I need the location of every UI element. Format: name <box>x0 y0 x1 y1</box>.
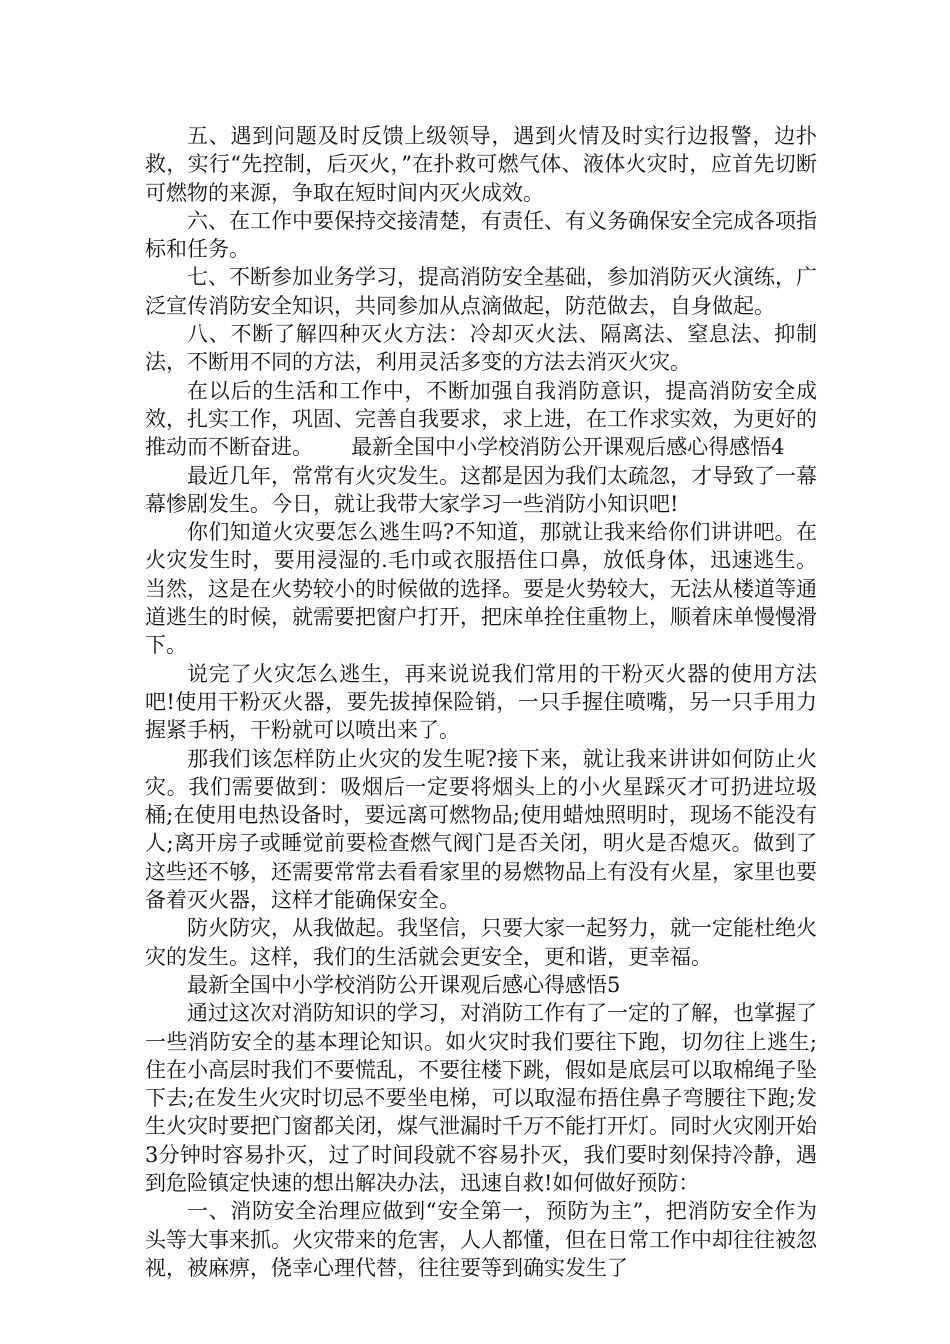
paragraph-intro: 最近几年，常常有火灾发生。这都是因为我们太疏忽，才导致了一幕幕惨剧发生。今日，就让我带大家学习一些消防小知识吧! <box>145 463 817 516</box>
document-body <box>145 122 817 1282</box>
paragraph-6: 六、在工作中要保持交接清楚，有责任、有义务确保安全完成各项指标和任务。 <box>145 208 817 262</box>
paragraph-7: 七、不断参加业务学习，提高消防安全基础，参加消防灭火演练，广泛宣传消防安全知识，共同参加从点滴做起，防范做去，自身做起。 <box>145 265 817 318</box>
paragraph-management: 一、消防安全治理应做到“安全第一，预防为主”，把消防安全作为头等大事来抓。火灾带来的危害，人人都懂，但在日常工作中却往往被忽视，被麻痹，侥幸心理代替，往往要等到确实发生了 <box>145 1199 817 1280</box>
paragraph-learning: 通过这次对消防知识的学习，对消防工作有了一定的了解，也掌握了一些消防安全的基本理论知识。如火灾时我们要往下跑，切勿往上逃生;住在小高层时我们不要慌乱，不要往楼下跳，假如是底层可以取棉绳子坠下去;在发生火灾时切忌不要坐电梯，可以取湿布捂住鼻子弯腰往下跑;发生火灾时要把门窗都关闭，煤气泄漏时千万不能打开灯。同时火灾刚开始3分钟时容易扑灭，过了时间段就不容易扑灭，我们要时刻保持冷静，遇到危险镇定快速的想出解决办法，迅速自救!如何做好预防： <box>145 1001 817 1195</box>
paragraph-5: 五、遇到问题及时反馈上级领导，遇到火情及时实行边报警，边扑救，实行“先控制，后灭火，”在扑救可燃气体、液体火灾时，应首先切断可燃物的来源，争取在短时间内灭火成效。 <box>145 124 817 205</box>
section-heading: 最新全国中小学校消防公开课观后感心得感悟5 <box>187 972 621 997</box>
paragraph-escape: 你们知道火灾要怎么逃生吗?不知道，那就让我来给你们讲讲吧。在火灾发生时，要用浸湿的.毛巾或衣服捂住口鼻，放低身体，迅速逃生。当然，这是在火势较小的时候做的选择。要是火势较大，无法从楼道等通道逃生的时候，就需要把窗户打开，把床单拴住重物上，顺着床单慢慢滑下。 <box>145 520 817 658</box>
paragraph-extinguisher: 说完了火灾怎么逃生，再来说说我们常用的干粉灭火器的使用方法吧!使用干粉灭火器，要先拔掉保险销，一只手握住喷嘴，另一只手用力握紧手柄，干粉就可以喷出来了。 <box>145 661 817 743</box>
paragraph-8: 八、不断了解四种灭火方法：冷却灭火法、隔离法、窒息法、抑制法，不断用不同的方法，利用灵活多变的方法去消灭火灾。 <box>145 322 817 375</box>
paragraph-conclusion: 在以后的生活和工作中，不断加强自我消防意识，提高消防安全成效，扎实工作，巩固、完善自我要求，求上进，在工作求实效，为更好的推动而不断奋进。 最新全国中小学校消防公开课观后感心得感悟4 <box>145 378 817 460</box>
paragraph-closing: 防火防灾，从我做起。我坚信，只要大家一起努力，就一定能杜绝火灾的发生。这样，我们的生活就会更安全，更和谐，更幸福。 <box>145 916 817 969</box>
paragraph-prevention: 那我们该怎样防止火灾的发生呢?接下来，就让我来讲讲如何防止火灾。我们需要做到：吸烟后一定要将烟头上的小火星踩灭才可扔进垃圾桶;在使用电热设备时，要远离可燃物品;使用蜡烛照明时，现场不能没有人;离开房子或睡觉前要检查燃气阀门是否关闭，明火是否熄灭。做到了这些还不够，还需要常常去看看家里的易燃物品上有没有火星，家里也要备着灭火器，这样才能确保安全。 <box>145 746 817 913</box>
